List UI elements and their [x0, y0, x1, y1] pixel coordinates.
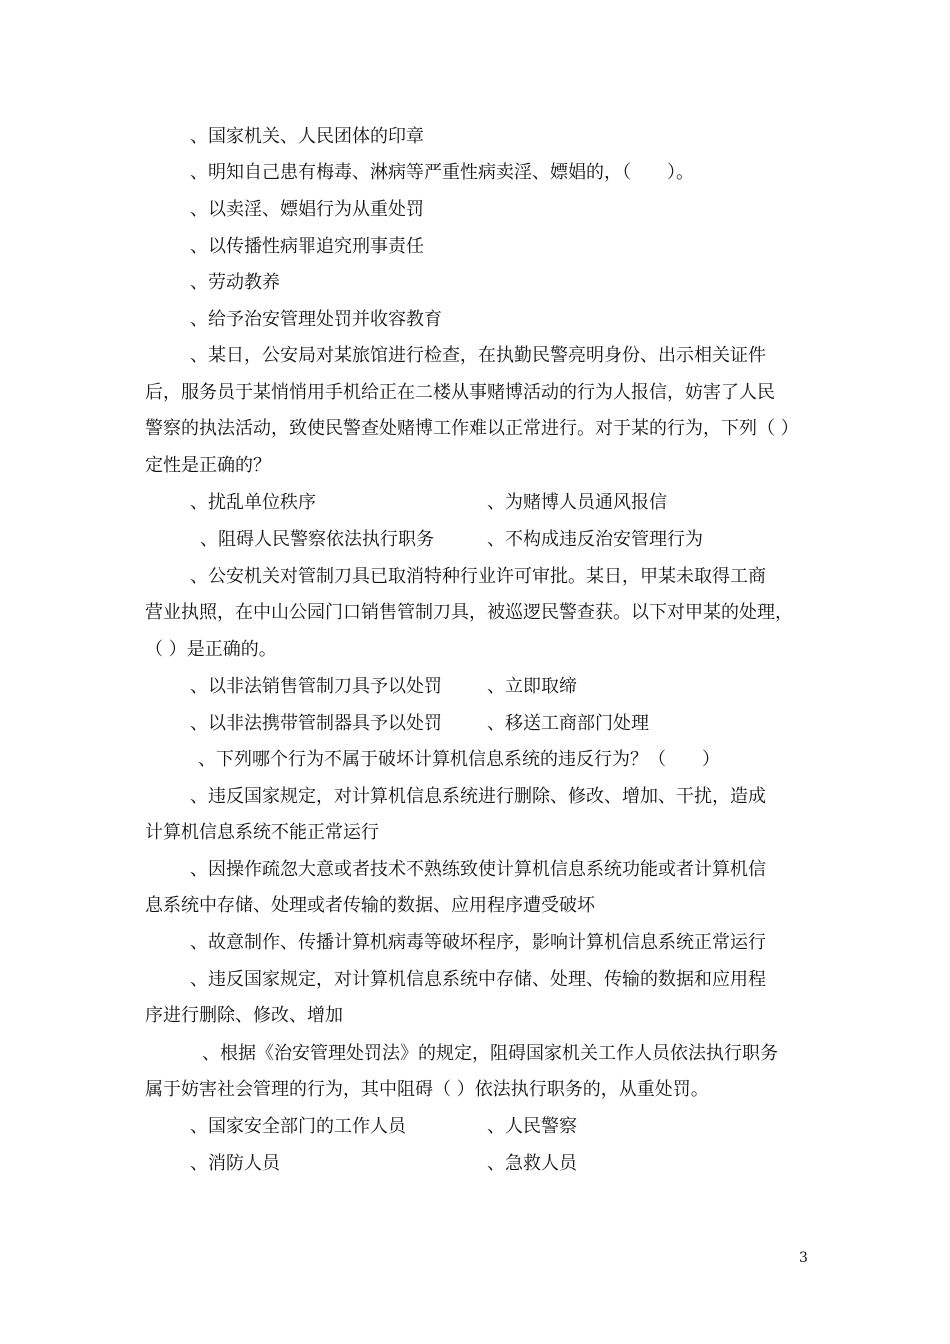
- text-line: 、以传播性病罪追究刑事责任: [190, 236, 424, 257]
- option-line: 、消防人员: [190, 1153, 280, 1174]
- page-number: 3: [799, 1250, 808, 1266]
- text-line: 、下列哪个行为不属于破坏计算机信息系统的违反行为？（ ）: [198, 749, 720, 770]
- option-line: 、移送工商部门处理: [487, 713, 649, 734]
- text-line: 、以卖淫、嫖娼行为从重处罚: [190, 199, 424, 220]
- text-line: 息系统中存储、处理或者传输的数据、应用程序遭受破坏: [145, 895, 595, 916]
- text-line: 、因操作疏忽大意或者技术不熟练致使计算机信息系统功能或者计算机信: [190, 859, 766, 880]
- text-line: 定性是正确的？: [145, 455, 271, 476]
- option-line: 、以非法销售管制刀具予以处罚: [190, 676, 442, 697]
- text-line: 计算机信息系统不能正常运行: [145, 822, 379, 843]
- text-line: 警察的执法活动，致使民警查处赌博工作难以正常进行。对于某的行为，下列（ ）: [145, 418, 799, 439]
- text-line: （ ）是正确的。: [145, 639, 277, 660]
- option-line: 、立即取缔: [487, 676, 577, 697]
- text-line: 、给予治安管理处罚并收容教育: [190, 309, 442, 330]
- text-line: 营业执照，在中山公园门口销售管制刀具，被巡逻民警查获。以下对甲某的处理，: [145, 602, 793, 623]
- text-line: 、根据《治安管理处罚法》的规定，阻碍国家机关工作人员依法执行职务: [202, 1043, 778, 1064]
- option-line: 、扰乱单位秩序: [190, 492, 316, 513]
- text-line: 、国家机关、人民团体的印章: [190, 126, 424, 147]
- text-line: 、故意制作、传播计算机病毒等破坏程序，影响计算机信息系统正常运行: [190, 932, 766, 953]
- text-line: 、违反国家规定，对计算机信息系统进行删除、修改、增加、干扰，造成: [190, 786, 766, 807]
- option-line: 、国家安全部门的工作人员: [190, 1116, 406, 1137]
- text-line: 属于妨害社会管理的行为，其中阻碍（ ）依法执行职务的，从重处罚。: [145, 1079, 709, 1100]
- text-line: 、劳动教养: [190, 272, 280, 293]
- text-line: 后，服务员于某悄悄用手机给正在二楼从事赌博活动的行为人报信，妨害了人民: [145, 382, 775, 403]
- text-line: 、违反国家规定，对计算机信息系统中存储、处理、传输的数据和应用程: [190, 969, 766, 990]
- text-line: 、公安机关对管制刀具已取消特种行业许可审批。某日，甲某未取得工商: [190, 566, 766, 587]
- text-line: 序进行删除、修改、增加: [145, 1005, 343, 1026]
- option-line: 、阻碍人民警察依法执行职务: [200, 529, 434, 550]
- option-line: 、不构成违反治安管理行为: [487, 529, 703, 550]
- text-line: 、某日，公安局对某旅馆进行检查，在执勤民警亮明身份、出示相关证件: [190, 345, 766, 366]
- option-line: 、人民警察: [487, 1116, 577, 1137]
- option-line: 、以非法携带管制器具予以处罚: [190, 713, 442, 734]
- option-line: 、为赌博人员通风报信: [487, 492, 667, 513]
- option-line: 、急救人员: [487, 1153, 577, 1174]
- text-line: 、明知自己患有梅毒、淋病等严重性病卖淫、嫖娼的，（ ）。: [190, 162, 694, 183]
